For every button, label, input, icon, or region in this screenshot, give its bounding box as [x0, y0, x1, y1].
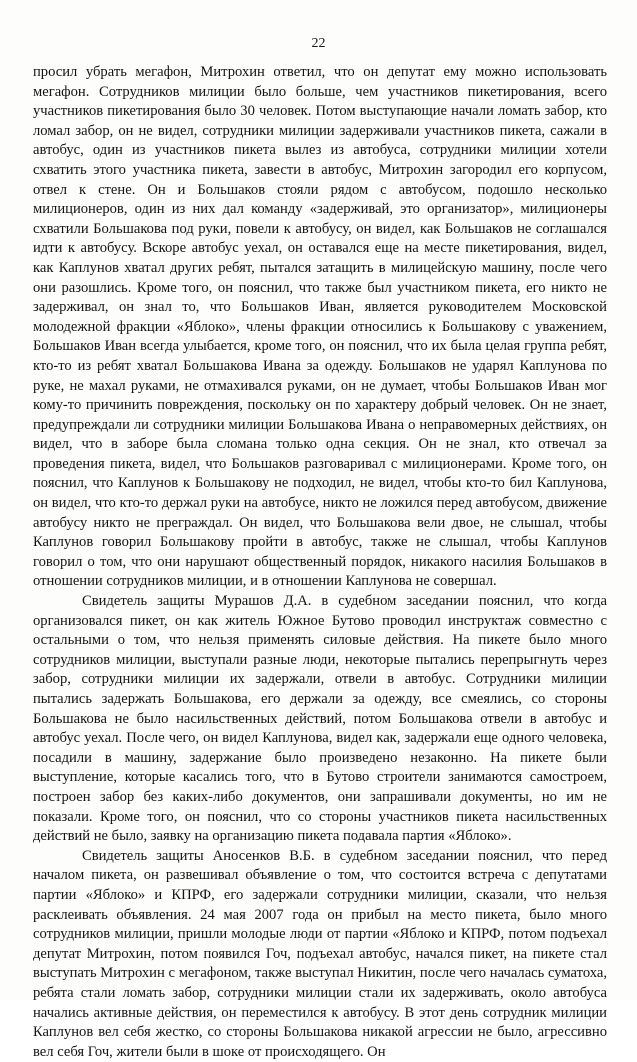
paragraph-witness-anosenkov: Свидетель защиты Аносенков В.Б. в судебном заседании пояснил, что перед началом пикета, он развешивал объявление о том, что состоится встреча с депутатами партии «Яблоко» и КПРФ, его задержали сотрудники милиции, сказали, что нельзя расклеивать объявления. 24 мая 2007 года он прибыл на место пикета, было много сотрудников милиции, пришли молодые люди от партии «Яблоко и КПРФ, потом подъехал депутат Митрохин, потом появился Гоч, подъехал автобус, начался пикет, на пикете стал выступать Митрохин с мегафоном, также выступал Никитин, после чего началась суматоха, ребята стали ломать забор, сотрудники милиции стали их задерживать, около автобуса начались активные действия, он переместился к автобусу. В этот день сотрудник милиции Каплунов вел себя жестко, со стороны Большакова никакой агрессии не было, агрессивно вел себя Гоч, жители были в шоке от происходящего. Он: [33, 847, 607, 1060]
document-body: [33, 63, 607, 1062]
paragraph-witness-murashov: Свидетель защиты Мурашов Д.А. в судебном заседании пояснил, что когда организовался пикет, он как житель Южное Бутово проводил инструктаж совместно с остальными о том, что нельзя применять силовые действия. На пикете было много сотрудников милиции, выступали разные люди, некоторые пытались перепрыгнуть через забор, сотрудники милиции их задержали, отвели в автобус. Сотрудники милиции пытались задержать Большакова, его держали за одежду, все смеялись, со стороны Большакова не было насильственных действий, потом Большакова отвели в автобус и автобус уехал. После чего, он видел Каплунова, видел как, задержали еще одного человека, посадили в машину, задержание было произведено незаконно. На пикете были выступление, которые касались того, что в Бутово строители занимаются самостроем, построен забор без каких-либо документов, они запрашивали документы, но им не показали. Кроме того, он пояснил, что со стороны участников пикета насильственных действий не было, заявку на организацию пикета подавала партия «Яблоко».: [33, 593, 607, 845]
paragraph-continuation: просил убрать мегафон, Митрохин ответил, что он депутат ему можно использовать мегафон. Сотрудников милиции было больше, чем участников пикетирования, всего участников пикетирования было 30 человек. Потом выступающие начали ломать забор, кто ломал забор, он не видел, сотрудники милиции задерживали участников пикета, сажали в автобус, один из участников пикета вылез из автобуса, сотрудники милиции хотели схватить этого участника пикета, завести в автобус, Митрохин загородил его корпусом, отвел к стене. Он и Большаков стояли рядом с автобусом, подошло несколько милиционеров, один из них дал команду «задерживай, это организатор», милиционеры схватили Большакова под руки, повели к автобусу, он видел, как Большаков не соглашался идти к автобусу. Вскоре автобус уехал, он оставался еще на месте пикетирования, видел, как Каплунов хватал других ребят, пытался затащить в милицейскую машину, после чего они разошлись. Кроме того, он пояснил, что также был участником пикета, его никто не задерживал, он знал то, что Большаков Иван, является руководителем Московской молодежной фракции «Яблоко», члены фракции относились к Большакову с уважением, Большаков Иван всегда улыбается, кроме того, он пояснил, что их была целая группа ребят, кто-то из ребят хватал Большакова Ивана за одежду. Большаков не ударял Каплунова по руке, не махал руками, не отмахивался руками, он не думает, чтобы Большаков Иван мог кому-то причинить повреждения, поскольку он по характеру добрый человек. Он не знает, предупреждали ли сотрудники милиции Большакова Ивана о неправомерных действиях, он видел, что в заборе была сломана только одна секция. Он не знал, кто отвечал за проведения пикета, видел, что Большаков разговаривал с милиционерами. Кроме того, он пояснил, что Каплунов к Большакову не подходил, не видел, чтобы кто-то бил Каплунова, он видел, что кто-то держал руки на автобусе, никто не ложился перед автобусом, движение автобусу никто не преграждал. Он видел, что Большакова вели двое, не слышал, чтобы Каплунов говорил Большакову пройти в автобус, также не слышал, чтобы Каплунов говорил о том, что они нарушают общественный порядок, никакого насилия Большаков в отношении сотрудников милиции, и в отношении Каплунова не совершал.: [33, 64, 607, 590]
page-number: 22: [311, 36, 326, 51]
